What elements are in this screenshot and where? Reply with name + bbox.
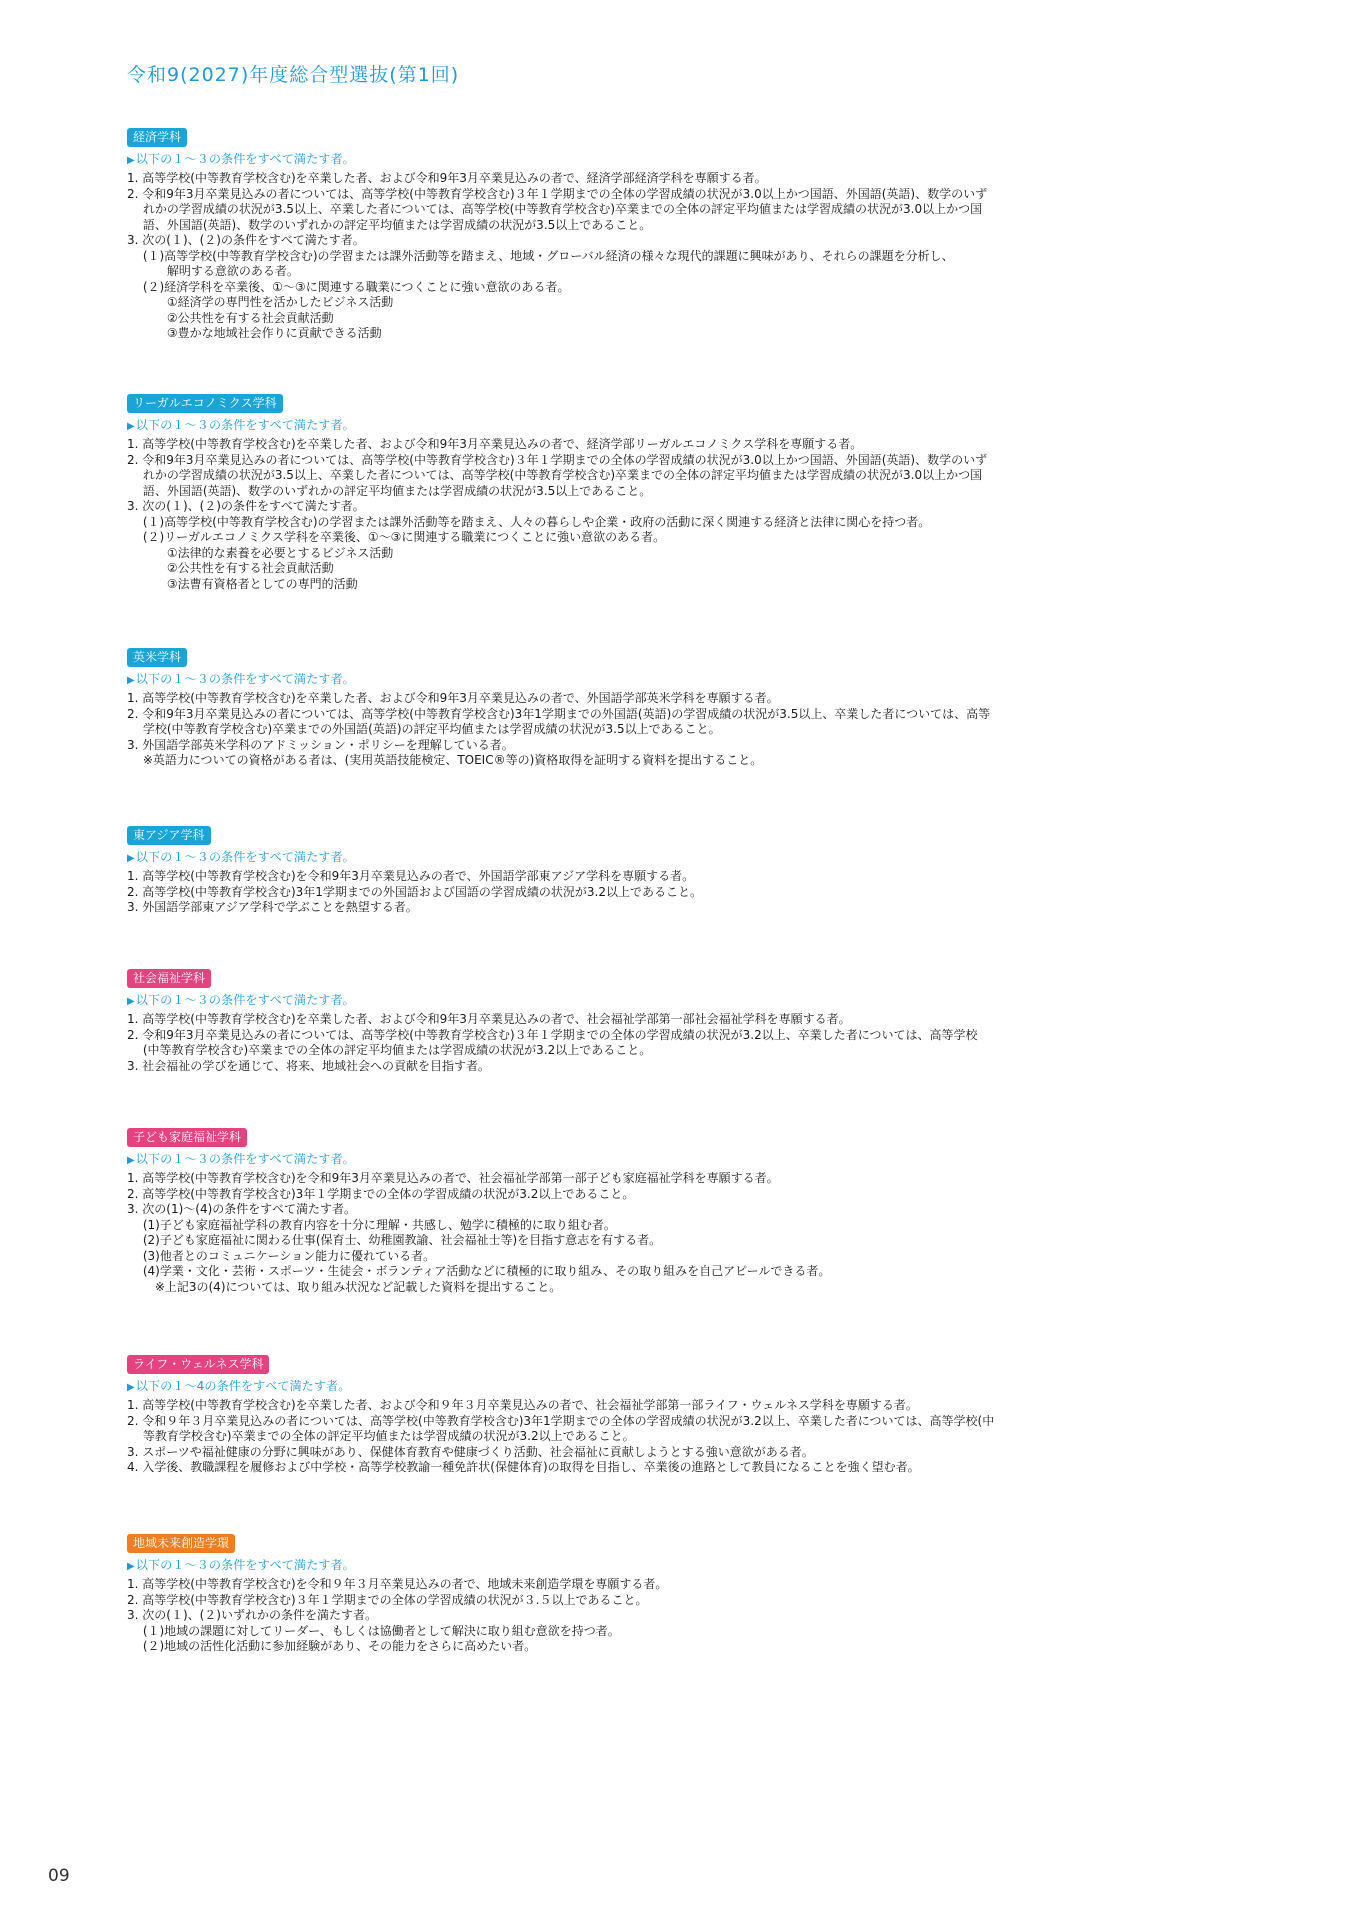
condition-line: (2)子ども家庭福祉に関わる仕事(保育士、幼稚園教諭、社会福祉士等)を目指す意志を有する者。 bbox=[127, 1233, 662, 1247]
conditions-lead-text: 以下の１～３の条件をすべて満たす者。 bbox=[135, 993, 355, 1007]
condition-line: (１)地域の課題に対してリーダー、もしくは協働者として解決に取り組む意欲を持つ者。 bbox=[127, 1623, 620, 1638]
section-economics bbox=[127, 126, 1237, 342]
condition-line: 2. 令和9年3月卒業見込みの者については、高等学校(中等教育学校含む)３年１学期までの全体の学習成績の状況が3.0以上かつ国語、外国語(英語)、数学のいず bbox=[127, 186, 988, 201]
condition-line: 2. 高等学校(中等教育学校含む)3年1学期までの外国語および国語の学習成績の状況が3.2以上であること。 bbox=[127, 884, 702, 899]
condition-line: ③豊かな地域社会作りに貢献できる活動 bbox=[127, 326, 382, 340]
department-badge: 地域未来創造学環 bbox=[127, 1534, 235, 1553]
condition-line: 2. 高等学校(中等教育学校含む)3年１学期までの全体の学習成績の状況が3.2以上であること。 bbox=[127, 1186, 635, 1201]
conditions-lead-text: 以下の１～３の条件をすべて満たす者。 bbox=[135, 672, 355, 686]
conditions-lead-text: 以下の１～３の条件をすべて満たす者。 bbox=[135, 1152, 355, 1166]
condition-line: れかの学習成績の状況が3.5以上、卒業した者については、高等学校(中等教育学校含む)卒業までの全体の評定平均値または学習成績の状況が3.0以上かつ国 bbox=[127, 202, 983, 216]
section-social-welfare bbox=[127, 967, 1237, 1074]
condition-line: ③法曹有資格者としての専門的活動 bbox=[127, 576, 358, 591]
conditions-lead bbox=[127, 992, 1237, 1008]
triangle-right-icon: ▶ bbox=[127, 155, 135, 166]
condition-line: 2. 令和9年3月卒業見込みの者については、高等学校(中等教育学校含む)３年１学期までの全体の学習成績の状況が3.2以上、卒業した者については、高等学校 bbox=[127, 1027, 978, 1042]
condition-line: 語、外国語(英語)、数学のいずれかの評定平均値または学習成績の状況が3.5以上であること。 bbox=[127, 217, 652, 232]
triangle-right-icon: ▶ bbox=[127, 675, 135, 686]
condition-line: (２)地域の活性化活動に参加経験があり、その能力をさらに高めたい者。 bbox=[127, 1639, 537, 1653]
conditions-lead-text: 以下の１～4の条件をすべて満たす者。 bbox=[135, 1379, 351, 1393]
condition-line: 3. 次の(１)、(２)いずれかの条件を満たす者。 bbox=[127, 1608, 377, 1622]
triangle-right-icon: ▶ bbox=[127, 1382, 135, 1393]
condition-line: 4. 入学後、教職課程を履修および中学校・高等学校教諭一種免許状(保健体育)の取得を目指し、卒業後の進路として教員になることを強く望む者。 bbox=[127, 1460, 920, 1474]
conditions-lead bbox=[127, 671, 1237, 687]
triangle-right-icon: ▶ bbox=[127, 996, 135, 1007]
condition-line: ①法律的な素養を必要とするビジネス活動 bbox=[127, 545, 394, 560]
department-badge: 経済学科 bbox=[127, 128, 187, 147]
triangle-right-icon: ▶ bbox=[127, 1561, 135, 1572]
conditions-lead bbox=[127, 1378, 1237, 1394]
condition-line: 2. 令和9年3月卒業見込みの者については、高等学校(中等教育学校含む)3年1学期までの外国語(英語)の学習成績の状況が3.5以上、卒業した者については、高等 bbox=[127, 706, 991, 721]
condition-line: 3. 次の(１)、(２)の条件をすべて満たす者。 bbox=[127, 233, 365, 247]
condition-line: ②公共性を有する社会貢献活動 bbox=[127, 561, 334, 575]
department-badge: 東アジア学科 bbox=[127, 826, 211, 845]
conditions-lead-text: 以下の１～３の条件をすべて満たす者。 bbox=[135, 152, 355, 166]
condition-line: 3. 次の(１)、(２)の条件をすべて満たす者。 bbox=[127, 499, 365, 513]
section-child-family-welfare bbox=[127, 1126, 1237, 1295]
conditions-lead-text: 以下の１～３の条件をすべて満たす者。 bbox=[135, 418, 355, 432]
section-legal-economics bbox=[127, 392, 1237, 592]
condition-line: (１)高等学校(中等教育学校含む)の学習または課外活動等を踏まえ、人々の暮らしや企業・政府の活動に深く関連する経済と法律に関心を持つ者。 bbox=[127, 514, 931, 529]
department-badge: 子ども家庭福祉学科 bbox=[127, 1128, 247, 1147]
condition-line: (２)リーガルエコノミクス学科を卒業後、①～③に関連する職業につくことに強い意欲のある者。 bbox=[127, 530, 666, 544]
department-badge: 社会福祉学科 bbox=[127, 969, 211, 988]
section-english-american bbox=[127, 646, 1237, 769]
condition-line: 2. 令和9年3月卒業見込みの者については、高等学校(中等教育学校含む)３年１学期までの全体の学習成績の状況が3.0以上かつ国語、外国語(英語)、数学のいず bbox=[127, 452, 988, 467]
conditions-lead bbox=[127, 1151, 1237, 1167]
condition-line: 解明する意欲のある者。 bbox=[127, 264, 299, 278]
condition-line: 3. 社会福祉の学びを通じて、将来、地域社会への貢献を目指す者。 bbox=[127, 1058, 491, 1073]
condition-line: 3. スポーツや福祉健康の分野に興味があり、保健体育教育や健康づくり活動、社会福祉に貢献しようとする強い意欲がある者。 bbox=[127, 1444, 814, 1459]
condition-line: 学校(中等教育学校含む)卒業までの外国語(英語)の評定平均値または学習成績の状況が3.5以上であること。 bbox=[127, 722, 721, 736]
triangle-right-icon: ▶ bbox=[127, 853, 135, 864]
conditions-lead bbox=[127, 417, 1237, 433]
section-life-wellness bbox=[127, 1353, 1237, 1476]
condition-line: 1. 高等学校(中等教育学校含む)を卒業した者、および令和9年3月卒業見込みの者で、外国語学部英米学科を専願する者。 bbox=[127, 691, 779, 705]
section-regional-future bbox=[127, 1532, 1237, 1655]
condition-line: ①経済学の専門性を活かしたビジネス活動 bbox=[127, 295, 394, 309]
conditions-lead bbox=[127, 151, 1237, 167]
condition-line: 1. 高等学校(中等教育学校含む)を令和9年3月卒業見込みの者で、外国語学部東アジア学科を専願する者。 bbox=[127, 869, 695, 883]
condition-line: 1. 高等学校(中等教育学校含む)を令和9年3月卒業見込みの者で、社会福祉学部第一部子ども家庭福祉学科を専願する者。 bbox=[127, 1171, 779, 1185]
condition-line: 1. 高等学校(中等教育学校含む)を卒業した者、および令和９年３月卒業見込みの者で、社会福祉学部第一部ライフ・ウェルネス学科を専願する者。 bbox=[127, 1398, 918, 1412]
condition-line: (中等教育学校含む)卒業までの全体の評定平均値または学習成績の状況が3.2以上であること。 bbox=[127, 1043, 652, 1057]
condition-line: 1. 高等学校(中等教育学校含む)を令和９年３月卒業見込みの者で、地域未来創造学環を専願する者。 bbox=[127, 1577, 668, 1591]
condition-line: 2. 高等学校(中等教育学校含む)３年１学期までの全体の学習成績の状況が３.５以上であること。 bbox=[127, 1592, 648, 1607]
condition-line: 1. 高等学校(中等教育学校含む)を卒業した者、および令和9年3月卒業見込みの者で、経済学部リーガルエコノミクス学科を専願する者。 bbox=[127, 437, 863, 451]
condition-line: ※英語力についての資格がある者は、(実用英語技能検定、TOEIC®等の)資格取得を証明する資料を提出すること。 bbox=[127, 753, 763, 767]
conditions-lead-text: 以下の１～３の条件をすべて満たす者。 bbox=[135, 850, 355, 864]
condition-line: 3. 外国語学部東アジア学科で学ぶことを熱望する者。 bbox=[127, 900, 418, 914]
page-number: 09 bbox=[48, 1866, 70, 1886]
condition-line: 1. 高等学校(中等教育学校含む)を卒業した者、および令和9年3月卒業見込みの者で、社会福祉学部第一部社会福祉学科を専願する者。 bbox=[127, 1012, 851, 1026]
condition-line: (4)学業・文化・芸術・スポーツ・生徒会・ボランティア活動などに積極的に取り組み、その取り組みを自己アピールできる者。 bbox=[127, 1264, 831, 1278]
condition-line: れかの学習成績の状況が3.5以上、卒業した者については、高等学校(中等教育学校含む)卒業までの全体の評定平均値または学習成績の状況が3.0以上かつ国 bbox=[127, 468, 983, 482]
condition-line: ②公共性を有する社会貢献活動 bbox=[127, 310, 334, 325]
conditions-lead-text: 以下の１～３の条件をすべて満たす者。 bbox=[135, 1558, 355, 1572]
condition-line: ※上記3の(4)については、取り組み状況など記載した資料を提出すること。 bbox=[127, 1279, 562, 1294]
condition-line: (２)経済学科を卒業後、①～③に関連する職業につくことに強い意欲のある者。 bbox=[127, 279, 570, 294]
condition-line: 3. 外国語学部英米学科のアドミッション・ポリシーを理解している者。 bbox=[127, 737, 514, 752]
condition-line: 1. 高等学校(中等教育学校含む)を卒業した者、および令和9年3月卒業見込みの者で、経済学部経済学科を専願する者。 bbox=[127, 171, 767, 185]
condition-line: 語、外国語(英語)、数学のいずれかの評定平均値または学習成績の状況が3.5以上であること。 bbox=[127, 483, 652, 498]
condition-line: 2. 令和９年３月卒業見込みの者については、高等学校(中等教育学校含む)3年1学期までの全体の学習成績の状況が3.2以上、卒業した者については、高等学校(中 bbox=[127, 1413, 995, 1428]
condition-line: (3)他者とのコミュニケーション能力に優れている者。 bbox=[127, 1248, 436, 1263]
triangle-right-icon: ▶ bbox=[127, 421, 135, 432]
condition-line: 3. 次の(1)～(4)の条件をすべて満たす者。 bbox=[127, 1202, 357, 1216]
conditions-lead bbox=[127, 849, 1237, 865]
page-title: 令和9(2027)年度総合型選抜(第1回) bbox=[127, 64, 460, 86]
condition-line: (１)高等学校(中等教育学校含む)の学習または課外活動等を踏まえ、地域・グローバル経済の様々な現代的課題に興味があり、それらの課題を分析し、 bbox=[127, 248, 954, 263]
department-badge: 英米学科 bbox=[127, 648, 187, 667]
condition-line: (1)子ども家庭福祉学科の教育内容を十分に理解・共感し、勉学に積極的に取り組む者。 bbox=[127, 1217, 616, 1232]
condition-line: 等教育学校含む)卒業までの全体の評定平均値または学習成績の状況が3.2以上であること。 bbox=[127, 1429, 635, 1443]
triangle-right-icon: ▶ bbox=[127, 1155, 135, 1166]
department-badge: ライフ・ウェルネス学科 bbox=[127, 1355, 269, 1374]
conditions-lead bbox=[127, 1557, 1237, 1573]
department-badge: リーガルエコノミクス学科 bbox=[127, 394, 283, 413]
section-east-asia bbox=[127, 824, 1237, 916]
